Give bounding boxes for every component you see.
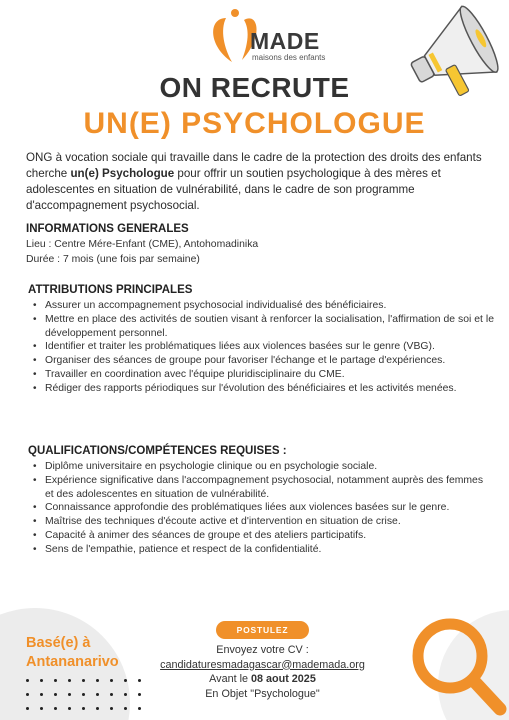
list-item: • Connaissance approfondie des problématiques liées aux violences basées sur le genre. xyxy=(33,502,450,514)
decorative-dot xyxy=(110,679,113,682)
apply-button[interactable]: POSTULEZ xyxy=(216,621,309,639)
bullet-icon: • xyxy=(33,474,37,486)
based-location xyxy=(26,634,166,672)
qualifications-title: QUALIFICATIONS/COMPÉTENCES REQUISES : xyxy=(28,445,287,457)
attributions-title: ATTRIBUTIONS PRINCIPALES xyxy=(28,284,193,296)
decorative-dot xyxy=(124,707,127,710)
logo-subtitle: maisons des enfants xyxy=(252,53,326,62)
deadline-line: Avant le 08 aout 2025 xyxy=(209,673,316,685)
qualifications-section xyxy=(28,444,494,557)
based-label: Basé(e) à xyxy=(26,635,91,651)
bullet-icon: • xyxy=(33,529,37,541)
general-info-title: INFORMATIONS GENERALES xyxy=(26,223,189,235)
list-item: • Capacité à animer des séances de groupe et des ateliers participatifs. xyxy=(33,529,367,541)
duration-line: Durée : 7 mois (une fois par semaine) xyxy=(26,254,200,265)
attributions-list xyxy=(28,299,494,396)
decorative-dot xyxy=(68,707,71,710)
list-item: • Expérience significative dans l'accompagnement psychosocial, notamment auprès des femmes et des adolescentes en situation de vulnérabilité. xyxy=(33,474,484,500)
decorative-dot xyxy=(40,707,43,710)
decorative-dot xyxy=(68,693,71,696)
bullet-icon: • xyxy=(33,543,37,555)
decorative-dot xyxy=(26,707,29,710)
decorative-dot xyxy=(82,693,85,696)
decorative-dot xyxy=(96,679,99,682)
general-info-section xyxy=(26,222,486,267)
location-line: Lieu : Centre Mére-Enfant (CME), Antohomadinika xyxy=(26,239,259,250)
list-item: • Assurer un accompagnement psychosocial individualisé des bénéficiaires. xyxy=(33,300,387,311)
deadline-date: 08 aout 2025 xyxy=(251,673,316,685)
qualifications-list xyxy=(28,460,494,557)
headline-recruiting: ON RECRUTE xyxy=(159,72,350,103)
list-item: • Rédiger des rapports périodiques sur l'évolution des bénéficiaires et les activités menées. xyxy=(33,382,457,394)
intro-position-bold: un(e) Psychologue xyxy=(70,167,175,180)
attributions-section xyxy=(28,283,494,396)
decorative-dot xyxy=(110,707,113,710)
list-item: • Travailler en coordination avec l'équipe pluridisciplinaire du CME. xyxy=(33,368,345,380)
list-item: • Organiser des séances de groupe pour favoriser l'échange et le partage d'expériences. xyxy=(33,355,446,367)
list-item: • Mettre en place des activités de soutien visant à renforcer la socialisation, l'affirmation de soi et le développement personnel. xyxy=(33,313,494,339)
decorative-dot xyxy=(82,707,85,710)
intro-text-after: pour offrir un soutien psychologique à des mères et adolescentes en situation de vulnérabilité, dans le cadre de son programme d'accompagnement psychosocial. xyxy=(26,167,441,212)
send-cv-line: Envoyez votre CV : xyxy=(216,644,309,656)
email-link[interactable]: candidaturesmadagascar@mademada.org xyxy=(160,658,365,671)
decorative-dot xyxy=(96,693,99,696)
decorative-dot xyxy=(110,693,113,696)
decorative-dot xyxy=(54,707,57,710)
decorative-dot xyxy=(54,679,57,682)
decorative-dot xyxy=(138,679,141,682)
headline-position: UN(E) PSYCHOLOGUE xyxy=(83,107,426,140)
decorative-dot xyxy=(68,679,71,682)
list-item: • Diplôme universitaire en psychologie clinique ou en psychologie sociale. xyxy=(33,461,378,472)
decorative-dot xyxy=(124,679,127,682)
decorative-dot xyxy=(40,679,43,682)
bullet-icon: • xyxy=(33,516,37,528)
bullet-icon: • xyxy=(33,368,37,380)
bullet-icon: • xyxy=(33,313,37,325)
decorative-dot xyxy=(138,707,141,710)
logo-name: MADE xyxy=(250,28,320,54)
list-item: • Identifier et traiter les problématiques liées aux violences basées sur le genre (VBG). xyxy=(33,341,435,353)
decorative-dot xyxy=(124,693,127,696)
bullet-icon: • xyxy=(33,382,37,394)
apply-instructions xyxy=(150,643,375,701)
decorative-dot xyxy=(82,679,85,682)
intro-paragraph xyxy=(26,150,494,214)
subject-line: En Objet "Psychologue" xyxy=(205,687,320,700)
list-item: • Maîtrise des techniques d'écoute active et d'intervention en situation de crise. xyxy=(33,516,401,528)
decorative-dot xyxy=(26,693,29,696)
intro-text-before: ONG à vocation sociale qui travaille dans le cadre de la protection des droits des enfants cherche xyxy=(26,151,482,180)
decorative-dot xyxy=(138,693,141,696)
based-city: Antananarivo xyxy=(26,654,119,670)
decorative-dot xyxy=(40,693,43,696)
bullet-icon: • xyxy=(33,502,37,514)
decorative-dot xyxy=(26,679,29,682)
bullet-icon: • xyxy=(33,300,37,311)
decorative-dot xyxy=(96,707,99,710)
bullet-icon: • xyxy=(33,461,37,472)
bullet-icon: • xyxy=(33,355,37,367)
decorative-dot xyxy=(54,693,57,696)
bullet-icon: • xyxy=(33,341,37,353)
magnifier-icon xyxy=(398,612,509,720)
list-item: • Sens de l'empathie, patience et respect de la confidentialité. xyxy=(33,543,322,555)
